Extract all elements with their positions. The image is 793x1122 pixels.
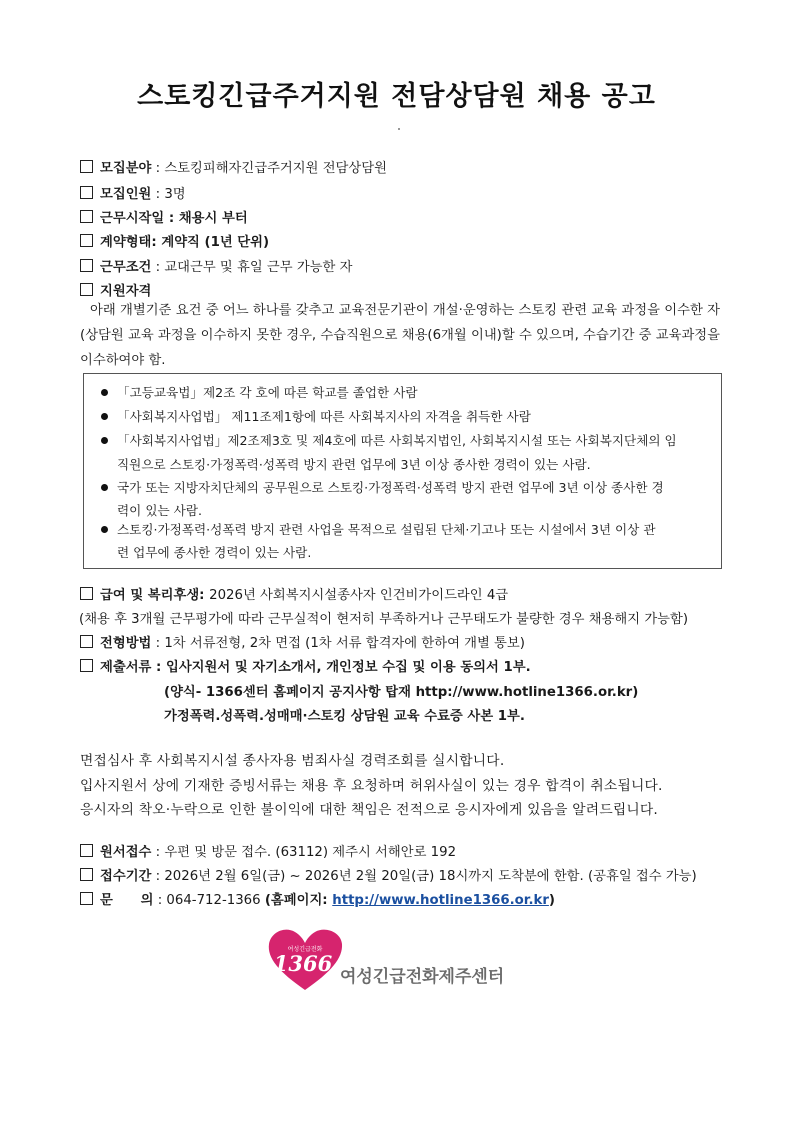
item-selection-method: 전형방법 : 1차 서류전형, 2차 면접 (1차 서류 합격자에 한하여 개별 통보) xyxy=(80,634,525,654)
item-documents: 제출서류 : 입사지원서 및 자기소개서, 개인정보 수집 및 이용 동의서 1부. xyxy=(80,658,531,678)
item-contract-type: 계약형태: 계약직 (1년 단위) xyxy=(80,233,269,253)
checkbox-icon xyxy=(80,160,93,173)
item-value: 스토킹피해자긴급주거지원 전담상담원 xyxy=(164,161,387,176)
item-value: 3명 xyxy=(164,187,186,202)
documents-certificate: 가정폭력.성폭력.성매매·스토킹 상담원 교육 수료증 사본 1부. xyxy=(164,709,525,724)
item-recruit-count: 모집인원 : 3명 xyxy=(80,185,186,205)
item-label: 전형방법 xyxy=(100,636,152,651)
checkbox-icon xyxy=(80,210,93,223)
bullet-icon xyxy=(101,526,108,533)
item-label: 문 의 xyxy=(100,893,154,908)
criteria-item: 「고등교육법」제2조 각 호에 따른 학교를 졸업한 사람 xyxy=(117,385,418,400)
bullet-icon xyxy=(101,413,108,420)
criteria-item-cont: 련 업무에 종사한 경력이 있는 사람. xyxy=(117,545,312,560)
item-value: 입사지원서 및 자기소개서, 개인정보 수집 및 이용 동의서 1부. xyxy=(165,660,531,675)
item-start-date: 근무시작일 : 채용시 부터 xyxy=(80,209,248,229)
homepage-link[interactable]: http://www.hotline1366.or.kr xyxy=(332,893,549,908)
item-label: 접수기간 xyxy=(100,869,152,884)
notice-line: 면접심사 후 사회복지시설 종사자용 범죄사실 경력조회를 실시합니다. xyxy=(80,753,505,769)
item-label: 근무시작일 xyxy=(100,211,165,226)
center-name: 여성긴급전화제주센터 xyxy=(340,967,505,987)
criteria-item: 국가 또는 지방자치단체의 공무원으로 스토킹·가정폭력·성폭력 방지 관련 업무에 3년 이상 종사한 경 xyxy=(117,480,664,495)
item-application: 원서접수 : 우편 및 방문 접수. (63112) 제주시 서해안로 192 xyxy=(80,843,456,863)
item-value: 1차 서류전형, 2차 면접 (1차 서류 합격자에 한하여 개별 통보) xyxy=(164,636,525,651)
criteria-item: 「사회복지사업법」제2조제3호 및 제4호에 따른 사회복지법인, 사회복지시설 또는 사회복지단체의 임 xyxy=(117,433,677,448)
criteria-item-cont: 직원으로 스토킹·가정폭력·성폭력 방지 관련 업무에 3년 이상 종사한 경력이 있는 사람. xyxy=(117,457,591,472)
notice-line: 응시자의 착오·누락으로 인한 불이익에 대한 책임은 전적으로 응시자에게 있음을 알려드립니다. xyxy=(80,802,659,818)
item-salary: 급여 및 복리후생: 2026년 사회복지시설종사자 인건비가이드라인 4급 xyxy=(80,586,508,606)
checkbox-icon xyxy=(80,844,93,857)
documents-form-note: (양식- 1366센터 홈페이지 공지사항 탑재 http://www.hotline1366.or.kr) xyxy=(164,685,639,700)
bullet-icon xyxy=(101,484,108,491)
logo xyxy=(265,924,345,998)
qualification-intro: 아래 개별기준 요건 중 어느 하나를 갖추고 교육전문기관이 개설·운영하는 스토킹 관련 교육 과정을 이수한 자 (상담원 교육 과정을 이수하지 못한 경우, 수습직원으로 채용(6개월 이내)할 수 있으며, 수습기간 중 교육과정을 이수하여야 함. xyxy=(80,303,720,368)
item-label: 모집인원 xyxy=(100,187,152,202)
item-label: 지원자격 xyxy=(100,284,152,299)
item-value: 2026년 2월 6일(금) ~ 2026년 2월 20일(금) 18시까지 도착분에 한함. (공휴일 접수 가능) xyxy=(164,869,697,884)
criteria-item: 「사회복지사업법」 제11조제1항에 따른 사회복지사의 자격을 취득한 사람 xyxy=(117,409,531,424)
checkbox-icon xyxy=(80,892,93,905)
bullet-icon xyxy=(101,389,108,396)
item-value: 계약직 (1년 단위) xyxy=(161,235,270,250)
checkbox-icon xyxy=(80,659,93,672)
checkbox-icon xyxy=(80,587,93,600)
logo-small-text: 여성긴급전화 xyxy=(287,946,323,953)
item-label: 계약형태 xyxy=(100,235,152,250)
item-label: 급여 및 복리후생 xyxy=(100,588,200,603)
item-contact: 문 의 : 064-712-1366 (홈페이지: http://www.hotline1366.or.kr) xyxy=(80,891,555,911)
checkbox-icon xyxy=(80,868,93,881)
logo-number: 1366 xyxy=(273,951,333,976)
checkbox-icon xyxy=(80,635,93,648)
checkbox-icon xyxy=(80,186,93,199)
item-value: 교대근무 및 휴일 근무 가능한 자 xyxy=(164,260,353,275)
item-period: 접수기간 : 2026년 2월 6일(금) ~ 2026년 2월 20일(금) 18시까지 도착분에 한함. (공휴일 접수 가능) xyxy=(80,867,697,887)
item-label: 원서접수 xyxy=(100,845,152,860)
item-label: 모집분야 xyxy=(100,161,152,176)
stray-dot xyxy=(398,128,400,130)
checkbox-icon xyxy=(80,259,93,272)
contact-phone: 064-712-1366 xyxy=(166,893,261,908)
bullet-icon xyxy=(101,437,108,444)
item-label: 근무조건 xyxy=(100,260,152,275)
item-label: 제출서류 xyxy=(100,660,152,675)
checkbox-icon xyxy=(80,283,93,296)
item-value: 우편 및 방문 접수. (63112) 제주시 서해안로 192 xyxy=(164,845,457,860)
criteria-item-cont: 력이 있는 사람. xyxy=(117,503,203,518)
item-recruit-field: 모집분야 : 스토킹피해자긴급주거지원 전담상담원 xyxy=(80,159,387,179)
page-title: 스토킹긴급주거지원 전담상담원 채용 공고 xyxy=(137,81,656,112)
item-work-conditions: 근무조건 : 교대근무 및 휴일 근무 가능한 자 xyxy=(80,258,352,278)
notice-line: 입사지원서 상에 기재한 증빙서류는 채용 후 요청하며 허위사실이 있는 경우 합격이 취소됩니다. xyxy=(80,778,663,794)
salary-note: (채용 후 3개월 근무평가에 따라 근무실적이 현저히 부족하거나 근무태도가 불량한 경우 채용해지 가능함) xyxy=(79,612,689,627)
item-value: 2026년 사회복지시설종사자 인건비가이드라인 4급 xyxy=(209,588,509,603)
item-value: 채용시 부터 xyxy=(178,211,248,226)
checkbox-icon xyxy=(80,234,93,247)
heart-icon xyxy=(265,924,345,994)
criteria-item: 스토킹·가정폭력·성폭력 방지 관련 사업을 목적으로 설립된 단체·기고나 또는 시설에서 3년 이상 관 xyxy=(117,522,656,537)
